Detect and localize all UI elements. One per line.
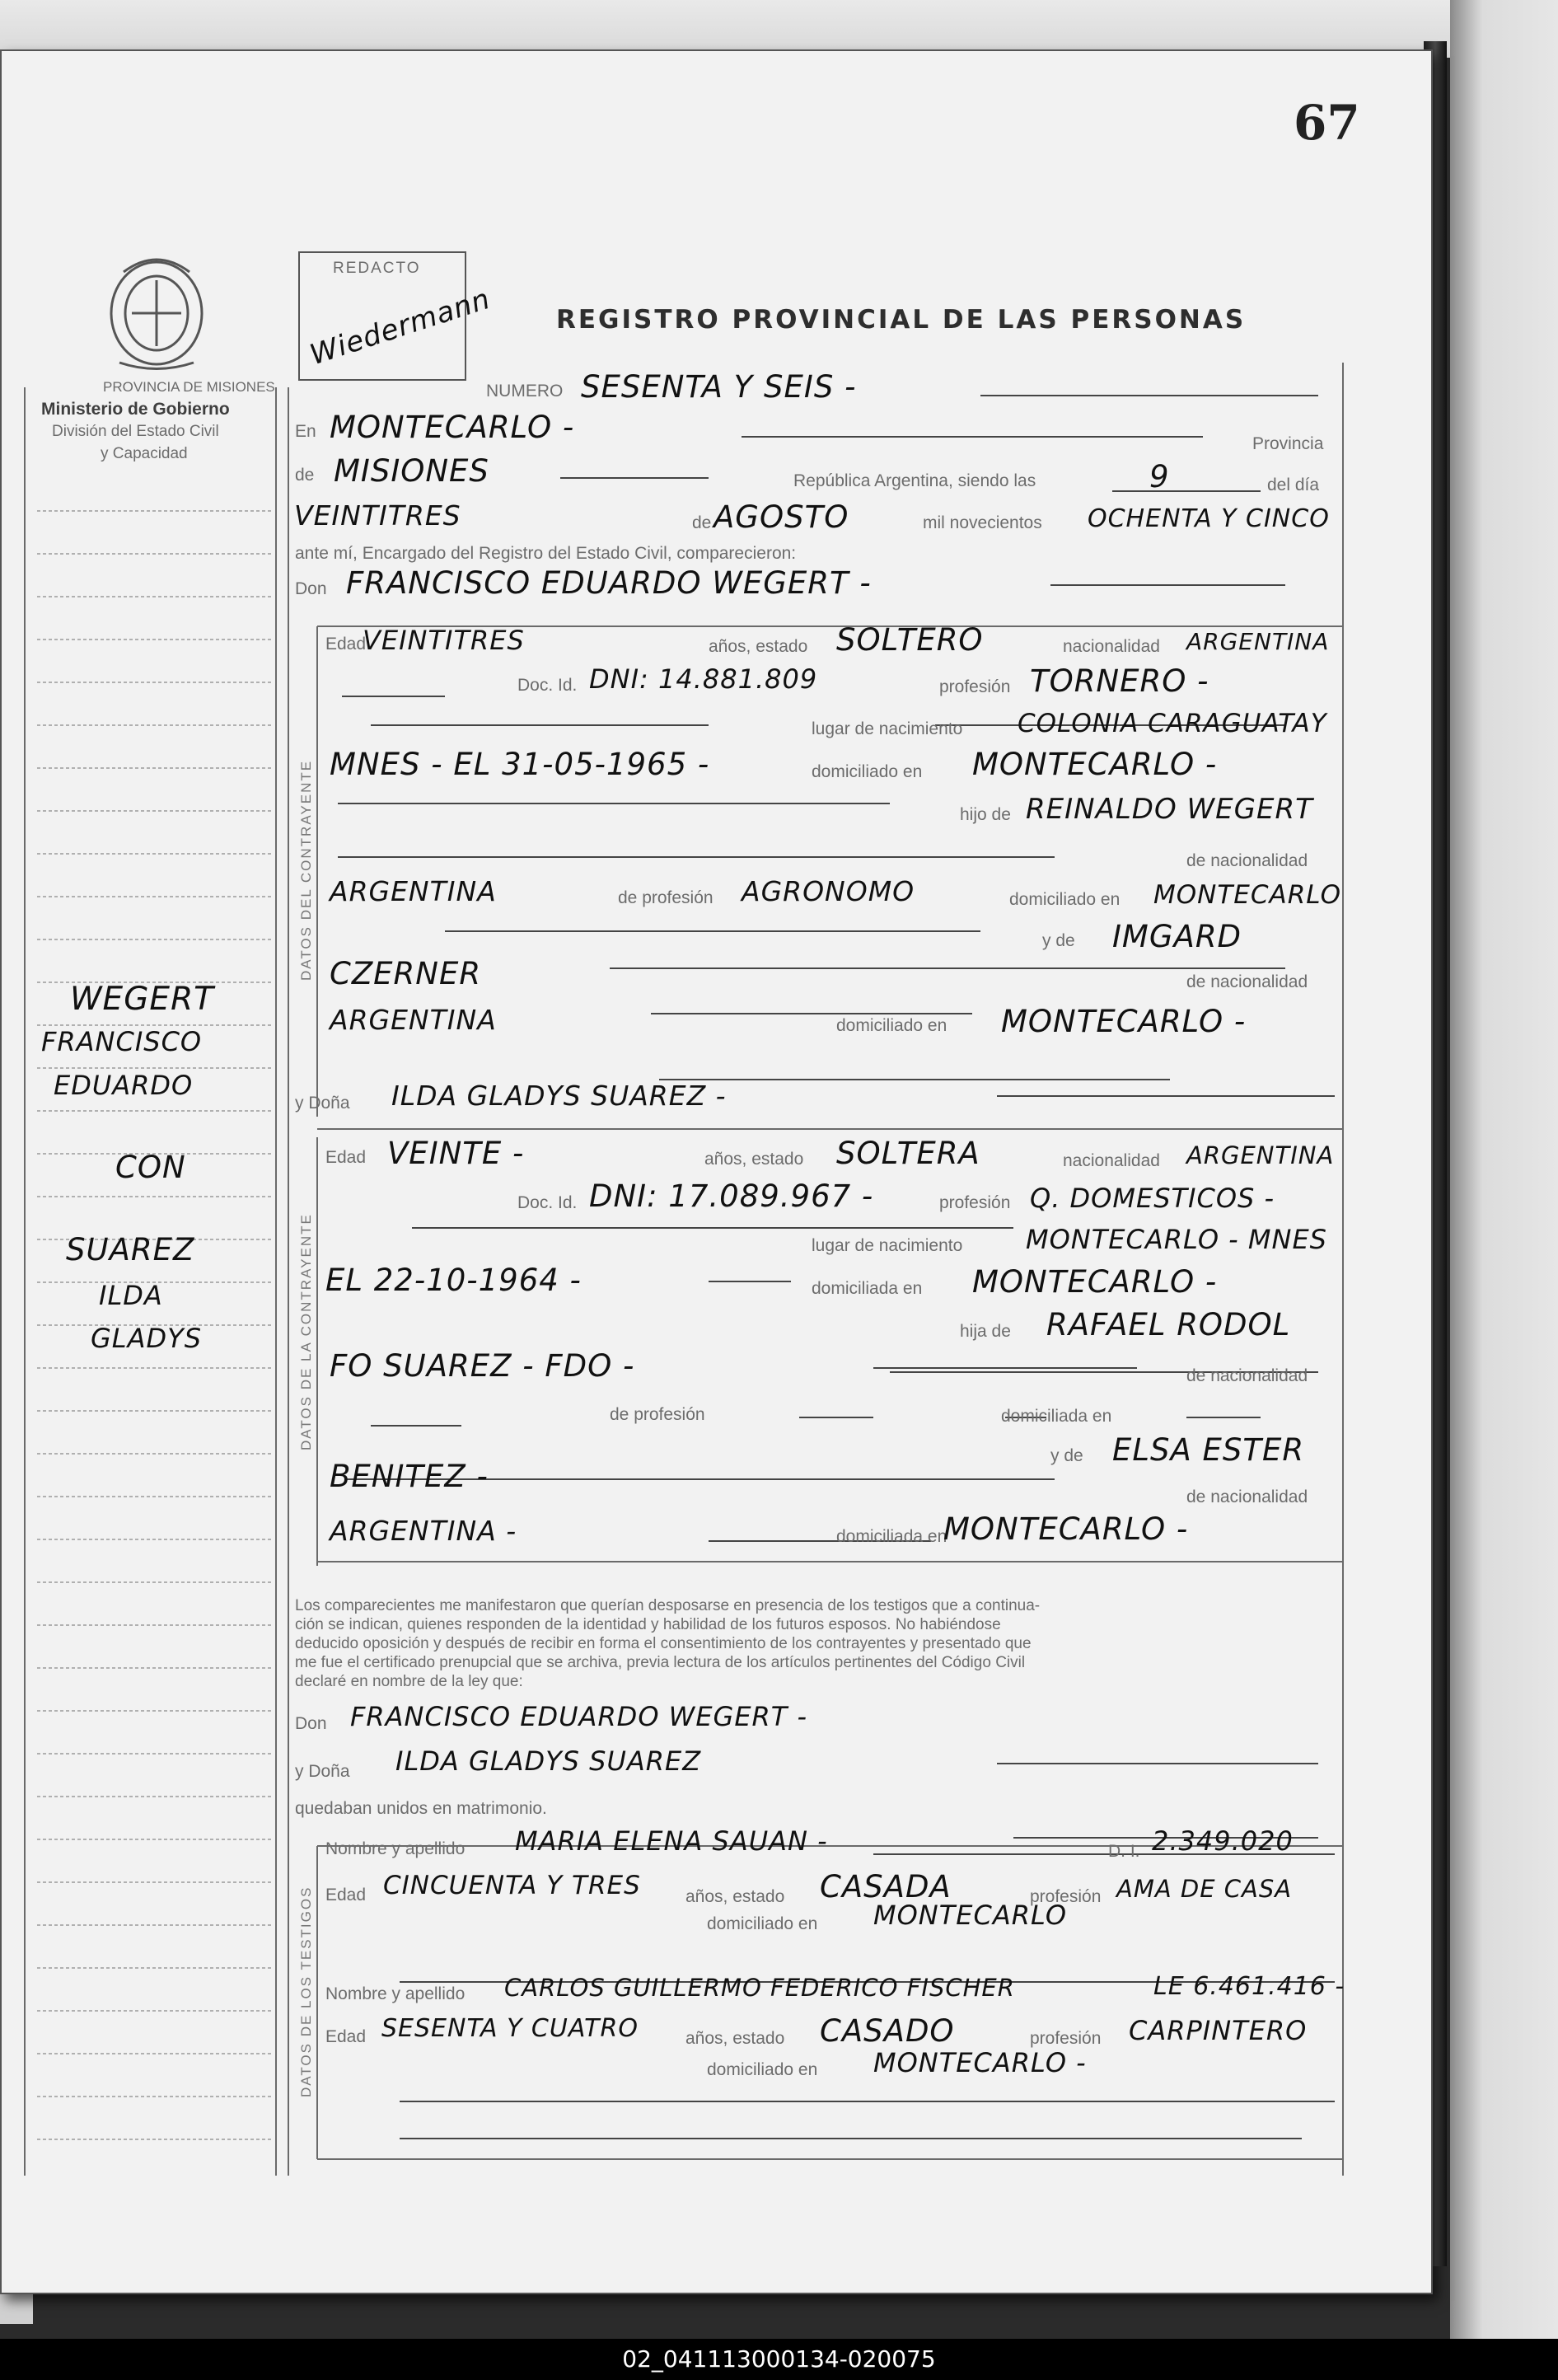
anio-value: OCHENTA Y CINCO [1088,504,1330,533]
c-doc-label: Doc. Id. [517,676,578,695]
t1-nombre-label: Nombre y apellido [325,1839,466,1858]
provincia-value: MISIONES [334,453,489,489]
f-padre-value-1: RAFAEL RODOL [1046,1307,1291,1342]
declaracion-don-value: FRANCISCO EDUARDO WEGERT - [350,1701,808,1732]
f-nacionalidad-label: nacionalidad [1063,1151,1160,1170]
t1-di-label: D. I. [1108,1842,1140,1861]
c-doc-value: DNI: 14.881.809 [589,663,818,695]
margin-note-line-3: EDUARDO [54,1070,194,1101]
numero-label: NUMERO [486,382,564,401]
f-madre-value-2: BENITEZ - [330,1459,489,1494]
margin-note-line-6: ILDA [99,1280,163,1311]
margin-note-line-2: FRANCISCO [41,1026,203,1057]
f-madre-domicilio: MONTECARLO - [943,1511,1189,1547]
c-padre-nacionalidad: ARGENTINA [330,875,497,907]
ante-mi-text: ante mí, Encargado del Registro del Estado Civil, comparecieron: [295,544,797,563]
c-madre-de-nacionalidad-label: de nacionalidad [1186,972,1308,991]
t2-estado-value: CASADO [820,2013,955,2049]
f-profesion-label: profesión [939,1193,1011,1212]
f-edad-label: Edad [325,1148,367,1167]
c-lugar-nac-value-2: MNES - EL 31-05-1965 - [330,747,710,782]
t2-di-value: LE 6.461.416 - [1153,1972,1345,2001]
t1-domicilio-value: MONTECARLO [873,1900,1067,1931]
mil-novecientos-label: mil novecientos [923,513,1042,532]
don-label: Don [295,579,327,598]
t2-domiciliado-label: domiciliado en [707,2060,818,2079]
page-title: REGISTRO PROVINCIAL DE LAS PERSONAS [556,305,1247,335]
seal-division: División del Estado Civil [52,423,219,440]
t1-anios-estado-label: años, estado [685,1887,785,1906]
f-profesion-value: Q. DOMESTICOS - [1030,1183,1275,1214]
numero-value: SESENTA Y SEIS - [581,369,857,405]
stamp-signature: Wiedermann [306,282,495,372]
f-madre-value-1: ELSA ESTER [1112,1432,1305,1468]
f-estado-value: SOLTERA [836,1136,980,1171]
c-madre-domicilio: MONTECARLO - [1001,1004,1247,1039]
c-madre-nacionalidad: ARGENTINA [330,1004,497,1036]
f-doc-label: Doc. Id. [517,1193,578,1212]
c-edad-label: Edad [325,635,367,654]
page-number: 67 [1294,95,1360,151]
declaracion-don-label: Don [295,1714,327,1733]
t2-domicilio-value: MONTECARLO - [873,2047,1087,2078]
contrayente-section-label: DATOS DEL CONTRAYENTE [298,759,314,981]
f-y-de-label: y de [1050,1446,1083,1465]
declaracion-cierre: quedaban unidos en matrimonio. [295,1799,547,1818]
c-lugar-nac-label: lugar de nacimiento [812,719,963,738]
seal-ministry: Ministerio de Gobierno [41,400,230,419]
f-doc-value: DNI: 17.089.967 - [589,1178,874,1214]
scan-filename-footer: 02_041113000134-020075 [0,2339,1558,2380]
f-madre-de-nacionalidad-label: de nacionalidad [1186,1488,1308,1506]
t1-estado-value: CASADA [820,1869,952,1904]
f-lugar-nac-label: lugar de nacimiento [812,1236,963,1255]
t2-edad-value: SESENTA Y CUATRO [381,2014,639,2043]
en-label: En [295,422,316,441]
c-padre-profesion: AGRONOMO [742,875,915,907]
t2-edad-label: Edad [325,2027,367,2046]
c-padre-domiciliado-label: domiciliado en [1009,890,1121,909]
f-fecha-nac-value: EL 22-10-1964 - [325,1263,582,1298]
declaracion-dona-label: y Doña [295,1762,350,1781]
dia-value: VEINTITRES [294,499,461,532]
t2-anios-estado-label: años, estado [685,2029,785,2048]
testigos-section-label: DATOS DE LOS TESTIGOS [298,1886,314,2097]
margin-note-line-5: SUAREZ [66,1232,195,1267]
c-de-nacionalidad-label: de nacionalidad [1186,851,1308,870]
seal-capacidad: y Capacidad [101,445,188,462]
margin-note-line-4: CON [115,1150,186,1185]
t1-edad-label: Edad [325,1886,367,1904]
c-y-de-label: y de [1042,931,1075,950]
seal-province: PROVINCIA DE MISIONES [103,379,275,395]
f-padre-domiciliado-label: domiciliada en [1001,1407,1112,1426]
don-value: FRANCISCO EDUARDO WEGERT - [346,565,872,601]
f-de-profesion-label: de profesión [610,1405,705,1424]
redacto-stamp [298,251,495,381]
f-madre-domiciliada-label: domiciliada en [836,1527,947,1546]
c-madre-value-1: IMGARD [1112,919,1242,954]
de-label: de [295,466,315,485]
hora-value: 9 [1149,459,1170,494]
f-madre-nacionalidad: ARGENTINA - [330,1515,517,1547]
f-de-nacionalidad-label: de nacionalidad [1186,1366,1308,1385]
de-mes-label: de [692,513,712,532]
c-anios-estado-label: años, estado [709,637,808,656]
dona-value: ILDA GLADYS SUAREZ - [391,1080,727,1112]
c-edad-value: VEINTITRES [363,625,525,656]
mes-value: AGOSTO [713,499,849,535]
f-lugar-nac-value: MONTECARLO - MNES [1026,1224,1327,1255]
declaracion-line-3: deducido oposición y después de recibir en forma el consentimiento de los contrayentes y presentado que [295,1635,1032,1652]
declaracion-line-2: ción se indican, quienes responden de la identidad y habilidad de los futuros esposos. No habiéndose [295,1616,1001,1633]
t1-profesion-value: AMA DE CASA [1116,1875,1293,1903]
c-lugar-nac-value-1: COLONIA CARAGUATAY [1018,709,1327,738]
c-nacionalidad-value: ARGENTINA [1186,628,1330,655]
c-hijo-de-label: hijo de [960,805,1011,824]
c-estado-value: SOLTERO [836,622,984,658]
f-anios-estado-label: años, estado [704,1150,804,1169]
c-nacionalidad-label: nacionalidad [1063,637,1160,656]
t1-nombre-value: MARIA ELENA SAUAN - [515,1825,828,1857]
contrayenta-section-label: DATOS DE LA CONTRAYENTE [298,1213,314,1450]
c-padre-domicilio: MONTECARLO [1153,880,1341,910]
margin-note-line-1: WEGERT [70,981,214,1018]
t1-profesion-label: profesión [1030,1887,1102,1906]
stamp-label: REDACTO [333,260,421,277]
c-profesion-label: profesión [939,677,1011,696]
c-madre-domiciliado-label: domiciliado en [836,1016,947,1035]
c-de-profesion-label: de profesión [618,888,713,907]
f-edad-value: VEINTE - [387,1136,525,1171]
f-domicilio-value: MONTECARLO - [972,1264,1218,1300]
t2-nombre-label: Nombre y apellido [325,1984,466,2003]
republica-text: República Argentina, siendo las [793,471,1036,490]
dona-label: y Doña [295,1094,350,1113]
t1-di-value: 2.349.020 [1152,1825,1294,1857]
provincia-label: Provincia [1252,434,1324,453]
t2-profesion-label: profesión [1030,2029,1102,2048]
c-madre-value-2: CZERNER [330,956,482,991]
c-domicilio-value: MONTECARLO - [972,747,1218,782]
declaracion-dona-value: ILDA GLADYS SUAREZ [395,1745,702,1777]
f-padre-value-2: FO SUAREZ - FDO - [330,1348,635,1384]
t2-nombre-value: CARLOS GUILLERMO FEDERICO FISCHER [504,1974,1015,2002]
c-domiciliado-label: domiciliado en [812,762,923,781]
c-profesion-value: TORNERO - [1030,663,1209,699]
t1-domiciliado-label: domiciliado en [707,1914,818,1933]
del-dia-label: del día [1267,476,1320,494]
provincial-seal [111,260,202,369]
f-hija-de-label: hija de [960,1322,1011,1341]
declaracion-line-5: declaré en nombre de la ley que: [295,1673,523,1690]
declaracion-line-1: Los comparecientes me manifestaron que querían desposarse en presencia de los testigos que a continua- [295,1597,1041,1614]
t2-profesion-value: CARPINTERO [1129,2015,1308,2046]
lugar-value: MONTECARLO - [330,410,575,445]
f-domiciliada-label: domiciliada en [812,1279,923,1298]
f-nacionalidad-value: ARGENTINA [1186,1141,1335,1169]
c-padre-value: REINALDO WEGERT [1026,793,1313,826]
margin-note-line-7: GLADYS [91,1323,203,1354]
declaracion-line-4: me fue el certificado prenupcial que se archiva, previa lectura de los artículos pertinentes del Código Civil [295,1654,1026,1671]
t1-edad-value: CINCUENTA Y TRES [383,1871,641,1900]
